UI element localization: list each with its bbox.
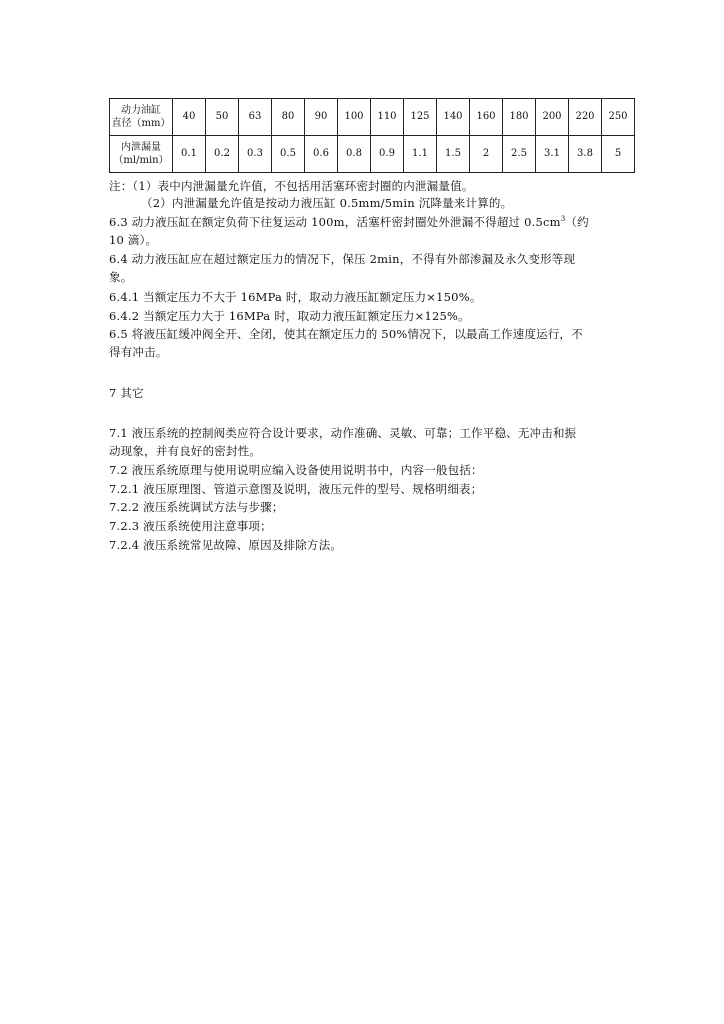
table-cell-diameter: 220	[569, 99, 602, 136]
clause-7-1-line-1: 7.1 液压系统的控制阀类应符合设计要求，动作准确、灵敏、可靠；工作平稳、无冲击和振	[109, 426, 577, 440]
table-note-2: （2）内泄漏量允许值是按动力液压缸 0.5mm/5min 沉降量来计算的。	[141, 196, 513, 210]
clause-text: （约	[565, 215, 589, 229]
clause-6-5-line-1: 6.5 将液压缸缓冲阀全开、全闭，使其在额定压力的 50%情况下，以最高工作速度运行，不	[109, 327, 583, 341]
table-row-leakage	[110, 136, 635, 173]
superscript: 3	[560, 215, 566, 224]
table-cell-diameter: 50	[206, 99, 239, 136]
header-line: 内泄漏量	[121, 141, 161, 153]
table-cell-leakage: 0.5	[272, 136, 305, 173]
table-cell-leakage: 0.8	[338, 136, 371, 173]
table-cell-diameter: 160	[470, 99, 503, 136]
table-cell-diameter: 200	[536, 99, 569, 136]
table-header-diameter	[110, 99, 173, 136]
table-cell-diameter: 80	[272, 99, 305, 136]
table-cell-diameter: 40	[173, 99, 206, 136]
clause-6-3-line-1	[109, 214, 589, 231]
clause-text: 6.3 动力液压缸在额定负荷下往复运动 100m，活塞杆密封圈处外泄漏不得超过 0.5cm	[109, 215, 561, 229]
clause-6-4-2: 6.4.2 当额定压力大于 16MPa 时，取动力液压缸额定压力×125%。	[109, 309, 470, 323]
table-note-1: 注：（1）表中内泄漏量允许值，不包括用活塞环密封圈的内泄漏量值。	[109, 179, 474, 193]
clause-7-2: 7.2 液压系统原理与使用说明应编入设备使用说明书中，内容一般包括：	[109, 463, 483, 477]
table-row-diameter	[110, 99, 635, 136]
clause-6-4-line-2: 象。	[109, 270, 133, 284]
section-7-heading: 7 其它	[109, 386, 144, 400]
clause-7-2-3: 7.2.3 液压系统使用注意事项；	[109, 519, 272, 533]
clause-7-1-line-2: 动现象，并有良好的密封性。	[109, 444, 262, 458]
clause-7-2-2: 7.2.2 液压系统调试方法与步骤；	[109, 500, 284, 514]
table-cell-diameter: 90	[305, 99, 338, 136]
clause-6-3-line-2: 10 滴）。	[109, 233, 158, 247]
table-cell-leakage: 0.3	[239, 136, 272, 173]
table-cell-leakage: 3.8	[569, 136, 602, 173]
table-cell-leakage: 0.6	[305, 136, 338, 173]
table-cell-diameter: 180	[503, 99, 536, 136]
table-cell-leakage: 0.9	[371, 136, 404, 173]
table-cell-leakage: 1.5	[437, 136, 470, 173]
leakage-table	[109, 98, 635, 173]
clause-6-5-line-2: 得有冲击。	[109, 345, 168, 359]
table-cell-diameter: 100	[338, 99, 371, 136]
header-line: 动力油缸	[121, 104, 161, 116]
clause-7-2-1: 7.2.1 液压原理图、管道示意图及说明，液压元件的型号、规格明细表；	[109, 482, 483, 496]
table-header-leakage	[110, 136, 173, 173]
table-cell-leakage: 2.5	[503, 136, 536, 173]
table-cell-diameter: 250	[602, 99, 635, 136]
table-cell-diameter: 125	[404, 99, 437, 136]
table-cell-leakage: 0.1	[173, 136, 206, 173]
header-line: 直径（mm）	[111, 118, 171, 129]
table-cell-leakage: 5	[602, 136, 635, 173]
clause-6-4-1: 6.4.1 当额定压力不大于 16MPa 时，取动力液压缸额定压力×150%。	[109, 290, 482, 304]
table-cell-leakage: 0.2	[206, 136, 239, 173]
table-cell-diameter: 63	[239, 99, 272, 136]
clause-6-4-line-1: 6.4 动力液压缸应在超过额定压力的情况下，保压 2min，不得有外部渗漏及永久变形等现	[109, 252, 576, 266]
table-cell-diameter: 140	[437, 99, 470, 136]
header-line: （ml/min）	[113, 155, 169, 166]
table-cell-leakage: 3.1	[536, 136, 569, 173]
table-cell-leakage: 2	[470, 136, 503, 173]
clause-7-2-4: 7.2.4 液压系统常见故障、原因及排除方法。	[109, 538, 343, 552]
table-cell-leakage: 1.1	[404, 136, 437, 173]
table-cell-diameter: 110	[371, 99, 404, 136]
